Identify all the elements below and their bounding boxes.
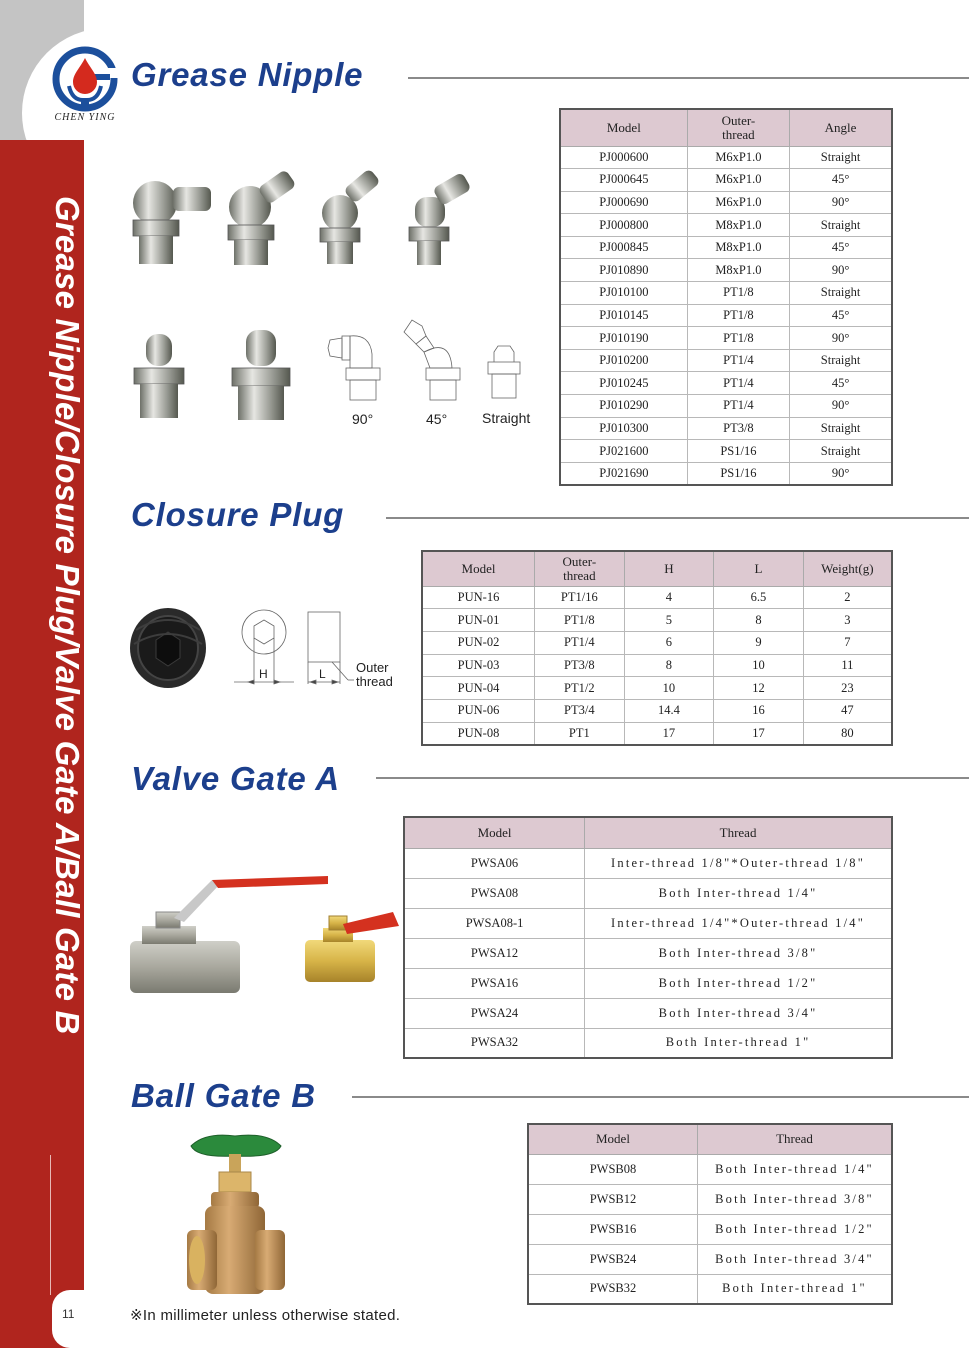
table-cell: PJ000690 (560, 191, 687, 214)
table-row (404, 848, 892, 878)
table-cell: Straight (790, 417, 892, 440)
table-cell: Straight (790, 282, 892, 305)
table-cell: PJ000845 (560, 236, 687, 259)
table-cell: PWSA08-1 (404, 908, 585, 938)
drawing-straight-icon (488, 346, 520, 398)
table-cell: PWSB24 (528, 1244, 697, 1274)
table-cell: 45° (790, 304, 892, 327)
table-cell: 23 (803, 677, 892, 700)
section-title-grease-nipple: Grease Nipple (131, 56, 364, 93)
table-cell: 16 (714, 699, 804, 722)
label-outer-thread: Outer thread (356, 660, 393, 689)
table-row (528, 1274, 892, 1304)
table-cell: M8xP1.0 (687, 214, 789, 237)
table-cell: M8xP1.0 (687, 259, 789, 282)
table-cell: 90° (790, 191, 892, 214)
footnote: ※In millimeter unless otherwise stated. (130, 1307, 401, 1324)
table-cell: Both Inter-thread 1/2" (585, 968, 892, 998)
table-cell: PT1/8 (687, 304, 789, 327)
table-cell: PT1/8 (535, 609, 625, 632)
column-header: Weight(g) (803, 551, 892, 586)
table-cell: M8xP1.0 (687, 236, 789, 259)
table-header-row (404, 817, 892, 848)
table-cell: 11 (803, 654, 892, 677)
table-cell: PJ010890 (560, 259, 687, 282)
table-cell: Both Inter-thread 1" (585, 1028, 892, 1058)
column-header: Outer- thread (687, 109, 789, 146)
table-cell: Inter-thread 1/8"*Outer-thread 1/8" (585, 848, 892, 878)
table-row (422, 722, 892, 745)
table-cell: Both Inter-thread 3/4" (697, 1244, 892, 1274)
table-row (404, 878, 892, 908)
table-header-row (560, 109, 892, 146)
table-cell: PJ000600 (560, 146, 687, 169)
table-row (422, 631, 892, 654)
table-cell: M6xP1.0 (687, 169, 789, 192)
table-row (560, 214, 892, 237)
table-cell: PUN-06 (422, 699, 535, 722)
table-cell: PUN-02 (422, 631, 535, 654)
table-cell: PJ010100 (560, 282, 687, 305)
section-title-valve-gate-a: Valve Gate A (131, 760, 340, 797)
ball-valve-large-photo (130, 876, 328, 993)
table-row (422, 586, 892, 609)
table-cell: PS1/16 (687, 440, 789, 463)
table-cell: M6xP1.0 (687, 191, 789, 214)
table-cell: PWSA06 (404, 848, 585, 878)
label-straight: Straight (482, 410, 531, 426)
table-row (422, 699, 892, 722)
table-cell: PJ000645 (560, 169, 687, 192)
nipple-45-small-photo (320, 168, 381, 264)
column-header: L (714, 551, 804, 586)
table-cell: Inter-thread 1/4"*Outer-thread 1/4" (585, 908, 892, 938)
table-row (422, 609, 892, 632)
chen-ying-logo-icon (52, 46, 118, 112)
table-cell: Both Inter-thread 3/8" (697, 1184, 892, 1214)
table-cell: 8 (714, 609, 804, 632)
column-header: Model (422, 551, 535, 586)
label-45: 45° (426, 411, 448, 427)
column-header: Outer- thread (535, 551, 625, 586)
table-row (560, 259, 892, 282)
table-row (560, 282, 892, 305)
table-cell: PWSA24 (404, 998, 585, 1028)
column-header: Thread (585, 817, 892, 848)
sidebar-divider-line (50, 1155, 51, 1295)
table-cell: 14.4 (624, 699, 714, 722)
table-cell: Both Inter-thread 1/4" (585, 878, 892, 908)
grease-nipple-photos (125, 165, 490, 270)
table-cell: 8 (624, 654, 714, 677)
table-row (404, 968, 892, 998)
table-cell: PT1/4 (687, 349, 789, 372)
table-cell: PT1/8 (687, 282, 789, 305)
table-row (560, 169, 892, 192)
table-cell: PWSA08 (404, 878, 585, 908)
closure-plug-table (421, 550, 893, 746)
drawing-90-icon (328, 336, 380, 400)
table-cell: PJ000800 (560, 214, 687, 237)
table-cell: 90° (790, 327, 892, 350)
drawing-45-icon (404, 320, 460, 400)
table-cell: PT1/4 (687, 372, 789, 395)
section-rule (352, 1096, 969, 1098)
valve-gate-a-photos (128, 876, 403, 998)
table-cell: PT1 (535, 722, 625, 745)
table-cell: Both Inter-thread 3/4" (585, 998, 892, 1028)
table-row (560, 417, 892, 440)
table-cell: PWSA32 (404, 1028, 585, 1058)
table-cell: PWSA12 (404, 938, 585, 968)
table-cell: PUN-01 (422, 609, 535, 632)
column-header: Angle (790, 109, 892, 146)
table-cell: PUN-04 (422, 677, 535, 700)
table-row (560, 236, 892, 259)
table-cell: 17 (624, 722, 714, 745)
table-cell: PUN-16 (422, 586, 535, 609)
table-cell: PWSB16 (528, 1214, 697, 1244)
table-cell: PT1/16 (535, 586, 625, 609)
column-header: Thread (697, 1124, 892, 1154)
table-cell: 17 (714, 722, 804, 745)
column-header: Model (560, 109, 687, 146)
table-cell: 12 (714, 677, 804, 700)
page-number: 11 (62, 1307, 75, 1321)
table-row (560, 304, 892, 327)
valve-gate-a-table (403, 816, 893, 1059)
table-cell: PUN-08 (422, 722, 535, 745)
table-cell: M6xP1.0 (687, 146, 789, 169)
table-cell: 90° (790, 395, 892, 418)
table-header-row (528, 1124, 892, 1154)
closure-plug-side-drawing (308, 612, 354, 684)
table-cell: PJ010145 (560, 304, 687, 327)
nipple-angled-photo (409, 172, 472, 265)
table-row (560, 191, 892, 214)
table-row (404, 1028, 892, 1058)
table-cell: PJ010245 (560, 372, 687, 395)
ball-gate-b-table (527, 1123, 893, 1305)
table-row (404, 938, 892, 968)
table-cell: 90° (790, 462, 892, 485)
table-row (560, 395, 892, 418)
table-cell: 45° (790, 169, 892, 192)
section-rule (386, 517, 969, 519)
straight-nipple-photo-1 (134, 334, 184, 418)
closure-plug-photo (130, 608, 206, 688)
label-90: 90° (352, 411, 374, 427)
table-row (560, 349, 892, 372)
straight-nipple-photos (128, 328, 308, 423)
sidebar-vertical-title: Grease Nipple/Closure Plug/Valve Gate A/Ball Gate B (49, 196, 86, 1035)
table-cell: PT3/8 (687, 417, 789, 440)
straight-nipple-photo-2 (232, 330, 290, 420)
table-cell: PJ010300 (560, 417, 687, 440)
table-cell: PT1/8 (687, 327, 789, 350)
table-cell: 3 (803, 609, 892, 632)
table-row (528, 1154, 892, 1184)
table-cell: 10 (714, 654, 804, 677)
nipple-45-photo (228, 169, 297, 265)
table-cell: 5 (624, 609, 714, 632)
table-cell: Both Inter-thread 1/2" (697, 1214, 892, 1244)
table-row (560, 372, 892, 395)
brand-name: CHEN YING (54, 112, 116, 123)
table-row (560, 146, 892, 169)
label-l: L (319, 667, 326, 681)
table-cell: PT3/4 (535, 699, 625, 722)
table-cell: 80 (803, 722, 892, 745)
table-cell: 6.5 (714, 586, 804, 609)
table-cell: 6 (624, 631, 714, 654)
table-cell: PWSB08 (528, 1154, 697, 1184)
table-cell: Straight (790, 349, 892, 372)
section-title-ball-gate-b: Ball Gate B (131, 1077, 316, 1114)
table-cell: PJ010190 (560, 327, 687, 350)
section-rule (376, 777, 969, 779)
table-cell: 45° (790, 236, 892, 259)
table-cell: PT1/4 (687, 395, 789, 418)
table-row (560, 462, 892, 485)
table-cell: PJ010200 (560, 349, 687, 372)
table-cell: Straight (790, 146, 892, 169)
nipple-90-photo (133, 181, 211, 264)
table-cell: Straight (790, 440, 892, 463)
table-cell: PWSA16 (404, 968, 585, 998)
gate-valve-photo (185, 1130, 287, 1298)
section-title-closure-plug: Closure Plug (131, 496, 345, 533)
table-row (528, 1214, 892, 1244)
table-row (528, 1244, 892, 1274)
table-cell: Both Inter-thread 3/8" (585, 938, 892, 968)
table-cell: PWSB12 (528, 1184, 697, 1214)
section-rule (408, 77, 969, 79)
column-header: Model (528, 1124, 697, 1154)
table-cell: PT1/2 (535, 677, 625, 700)
grease-nipple-line-drawings (320, 318, 540, 403)
table-cell: 4 (624, 586, 714, 609)
table-row (422, 677, 892, 700)
table-row (560, 440, 892, 463)
table-cell: PJ010290 (560, 395, 687, 418)
table-cell: PT1/4 (535, 631, 625, 654)
table-cell: Both Inter-thread 1/4" (697, 1154, 892, 1184)
table-cell: PT3/8 (535, 654, 625, 677)
table-header-row (422, 551, 892, 586)
table-row (404, 998, 892, 1028)
table-cell: Both Inter-thread 1" (697, 1274, 892, 1304)
table-row (528, 1184, 892, 1214)
column-header: H (624, 551, 714, 586)
table-row (560, 327, 892, 350)
ball-valve-small-photo (305, 912, 399, 982)
label-h: H (259, 667, 268, 681)
table-cell: 45° (790, 372, 892, 395)
table-cell: PS1/16 (687, 462, 789, 485)
table-cell: 9 (714, 631, 804, 654)
table-cell: PWSB32 (528, 1274, 697, 1304)
table-cell: 7 (803, 631, 892, 654)
table-cell: 10 (624, 677, 714, 700)
table-cell: 90° (790, 259, 892, 282)
table-cell: PUN-03 (422, 654, 535, 677)
table-row (422, 654, 892, 677)
column-header: Model (404, 817, 585, 848)
table-cell: PJ021600 (560, 440, 687, 463)
table-cell: 47 (803, 699, 892, 722)
table-cell: Straight (790, 214, 892, 237)
grease-nipple-table (559, 108, 893, 486)
table-cell: 2 (803, 586, 892, 609)
table-cell: PJ021690 (560, 462, 687, 485)
table-row (404, 908, 892, 938)
